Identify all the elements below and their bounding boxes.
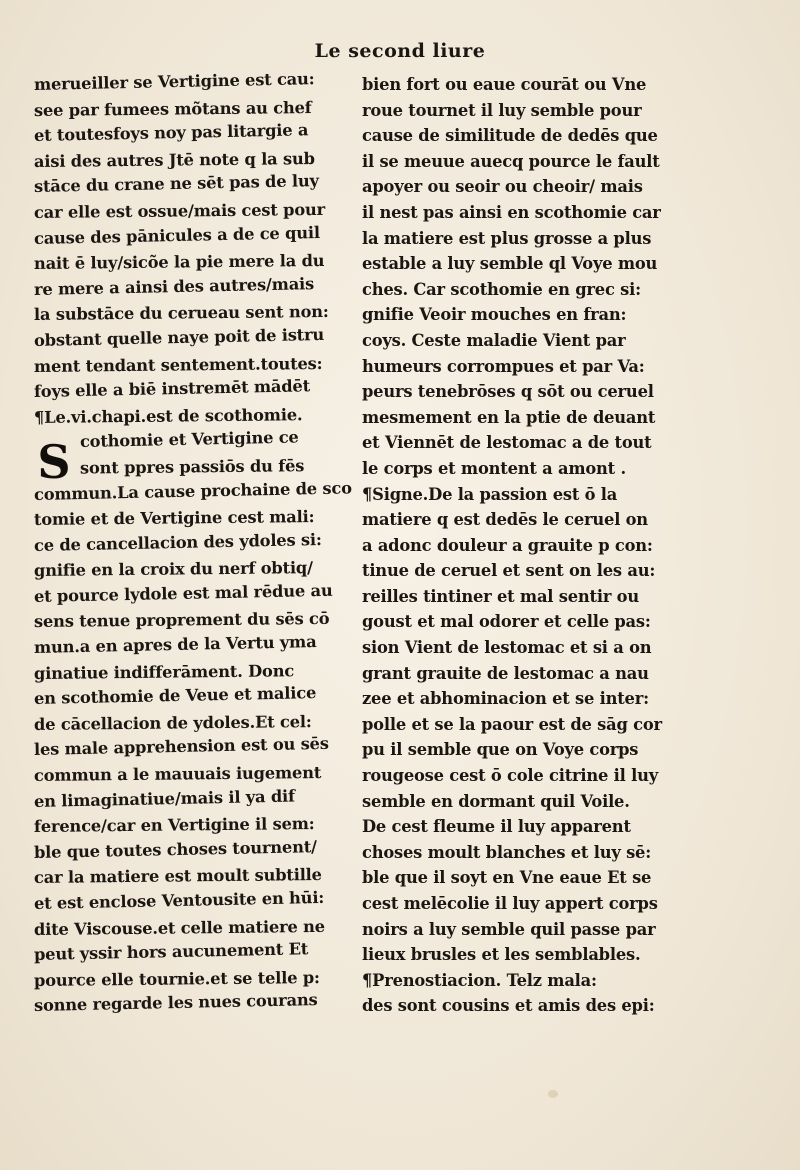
left-column-line: ference/car en Vertigine il sem: [33,814,315,837]
right-column-line: et Viennēt de lestomac a de tout [362,433,652,453]
left-column-line: commun.La cause prochaine de sco [33,477,352,504]
left-column-line: et pource lydole est mal rēdue au [33,580,333,606]
right-column-line: estable a luy semble ql Voye mou [362,254,658,274]
right-column-line: humeurs corrompues et par Va: [362,356,645,376]
right-column-line: polle et se la paour est de sāg cor [362,714,662,734]
left-column-line: car la matiere est moult subtille [33,865,322,888]
right-column-line: zee et abhominacion et se inter: [362,689,649,709]
left-column-line: et est enclose Ventousite en hūi: [33,887,325,913]
right-column-line: il se meuue auecq pource le fault [362,151,660,171]
left-column-line: car elle est ossue/mais cest pour [33,199,326,222]
right-column-line: il nest pas ainsi en scothomie car [362,202,661,222]
left-text-column [33,69,352,1019]
right-column-line: ches. Car scothomie en grec si: [362,279,641,299]
right-column-line: gnifie Veoir mouches en fran: [362,305,627,325]
right-column-line: le corps et montent a amont . [362,458,626,478]
left-column-line: les male apprehension est ou sēs [33,734,329,760]
right-column-line: a adonc douleur a grauite p con: [362,535,653,555]
left-column-line: gnifie en la croix du nerf obtiq/ [33,558,313,581]
left-column-line: et toutesfoys noy pas litargie a [33,120,309,146]
right-column-line: cest melēcolie il luy appert corps [362,894,658,913]
right-text-column [362,72,676,1019]
left-column-line: ce de cancellacion des ydoles si: [33,529,322,555]
right-column-line: lieux brusles et les semblables. [362,945,641,965]
right-column-line: sion Vient de lestomac et si a on [362,638,652,658]
left-column-line: la substāce du cerueau sent non: [33,302,329,325]
right-column-line: bien fort ou eaue courāt ou Vne [362,75,647,94]
left-column-line: dite Viscouse.et celle matiere ne [33,916,325,939]
right-column-line: des sont cousins et amis des epi: [362,996,655,1016]
right-column-line: tinue de ceruel et sent on les au: [362,561,656,581]
right-column-line: reilles tintiner et mal sentir ou [362,586,639,606]
left-column-line: pource elle tournie.et se telle p: [33,967,320,990]
right-column-line: matiere q est dedēs le ceruel on [362,510,648,530]
left-column-line: sens tenue proprement du sēs cō [33,609,330,632]
left-column-line: stāce du crane ne sēt pas de luy [33,171,319,197]
right-column-line: De cest fleume il luy apparent [362,817,631,837]
right-column-line: peurs tenebrōses q sōt ou ceruel [362,382,654,402]
right-column-line: semble en dormant quil Voile. [362,791,630,811]
left-column-line: tomie et de Vertigine cest mali: [33,507,315,530]
right-column-line: mesmement en la ptie de deuant [362,407,656,427]
left-column-line: cothomie et Vertigine ce [79,427,299,452]
left-column-line: en scothomie de Veue et malice [33,683,317,709]
right-column-line: la matiere est plus grosse a plus [362,228,652,248]
right-column-line: roue tournet il luy semble pour [362,100,642,120]
paper-stain [548,1090,558,1098]
left-column-line: ginatiue indifferāment. Donc [33,660,295,683]
right-column-line: goust et mal odorer et celle pas: [362,612,651,632]
left-column-line: merueiller se Vertigine est cau: [33,69,315,94]
right-column-line: cause de similitude de dedēs que [362,126,658,146]
left-column-line: obstant quelle naye poit de istru [33,324,325,350]
left-column-line: re mere a ainsi des autres/mais [33,273,315,299]
left-column-line: de cācellacion de ydoles.Et cel: [33,711,312,734]
left-column-line: aisi des autres Jtē note q la sub [33,148,315,171]
left-column-line: mun.a en apres de la Vertu yma [33,632,317,658]
right-column-line: ¶Signe.De la passion est ō la [362,484,618,504]
right-column-line: coys. Ceste maladie Vient par [362,330,626,350]
right-column-line: ble que il soyt en Vne eaue Et se [362,868,652,888]
left-column-line: ble que toutes choses tournent/ [33,836,317,862]
right-column-line: choses moult blanches et luy sē: [362,842,651,862]
left-column-line: sonne regarde les nues courans [33,990,318,1016]
left-column-line: commun a le mauuais iugement [33,763,322,786]
right-column-line: noirs a luy semble quil passe par [362,919,656,939]
left-column-line: sont ppres passiōs du fēs [79,456,305,478]
running-head: Le second liure [314,40,486,62]
right-column-line: ¶Prenostiacion. Telz mala: [362,970,597,990]
right-column-line: grant grauite de lestomac a nau [362,663,649,683]
right-column-line: rougeose cest ō cole citrine il luy [362,766,658,786]
right-column-line: pu il semble que on Voye corps [362,740,639,760]
decorated-initial: S [37,435,71,489]
right-column-line: apoyer ou seoir ou cheoir/ mais [362,177,643,197]
left-column-line: foys elle a biē instremēt mādēt [33,376,311,402]
left-column-line: nait ē luy/sicõe la pie mere la du [33,251,325,274]
left-column-line: peut yssir hors aucunement Et [33,939,309,965]
left-column-line: ment tendant sentement.toutes: [33,353,323,376]
left-column-line: ¶Le.vi.chapi.est de scothomie. [33,404,303,427]
left-column-line: see par fumees mõtans au chef [33,97,312,120]
left-column-line: cause des pānicules a de ce quil [33,222,321,248]
left-column-line: en limaginatiue/mais il ya dif [33,786,296,811]
